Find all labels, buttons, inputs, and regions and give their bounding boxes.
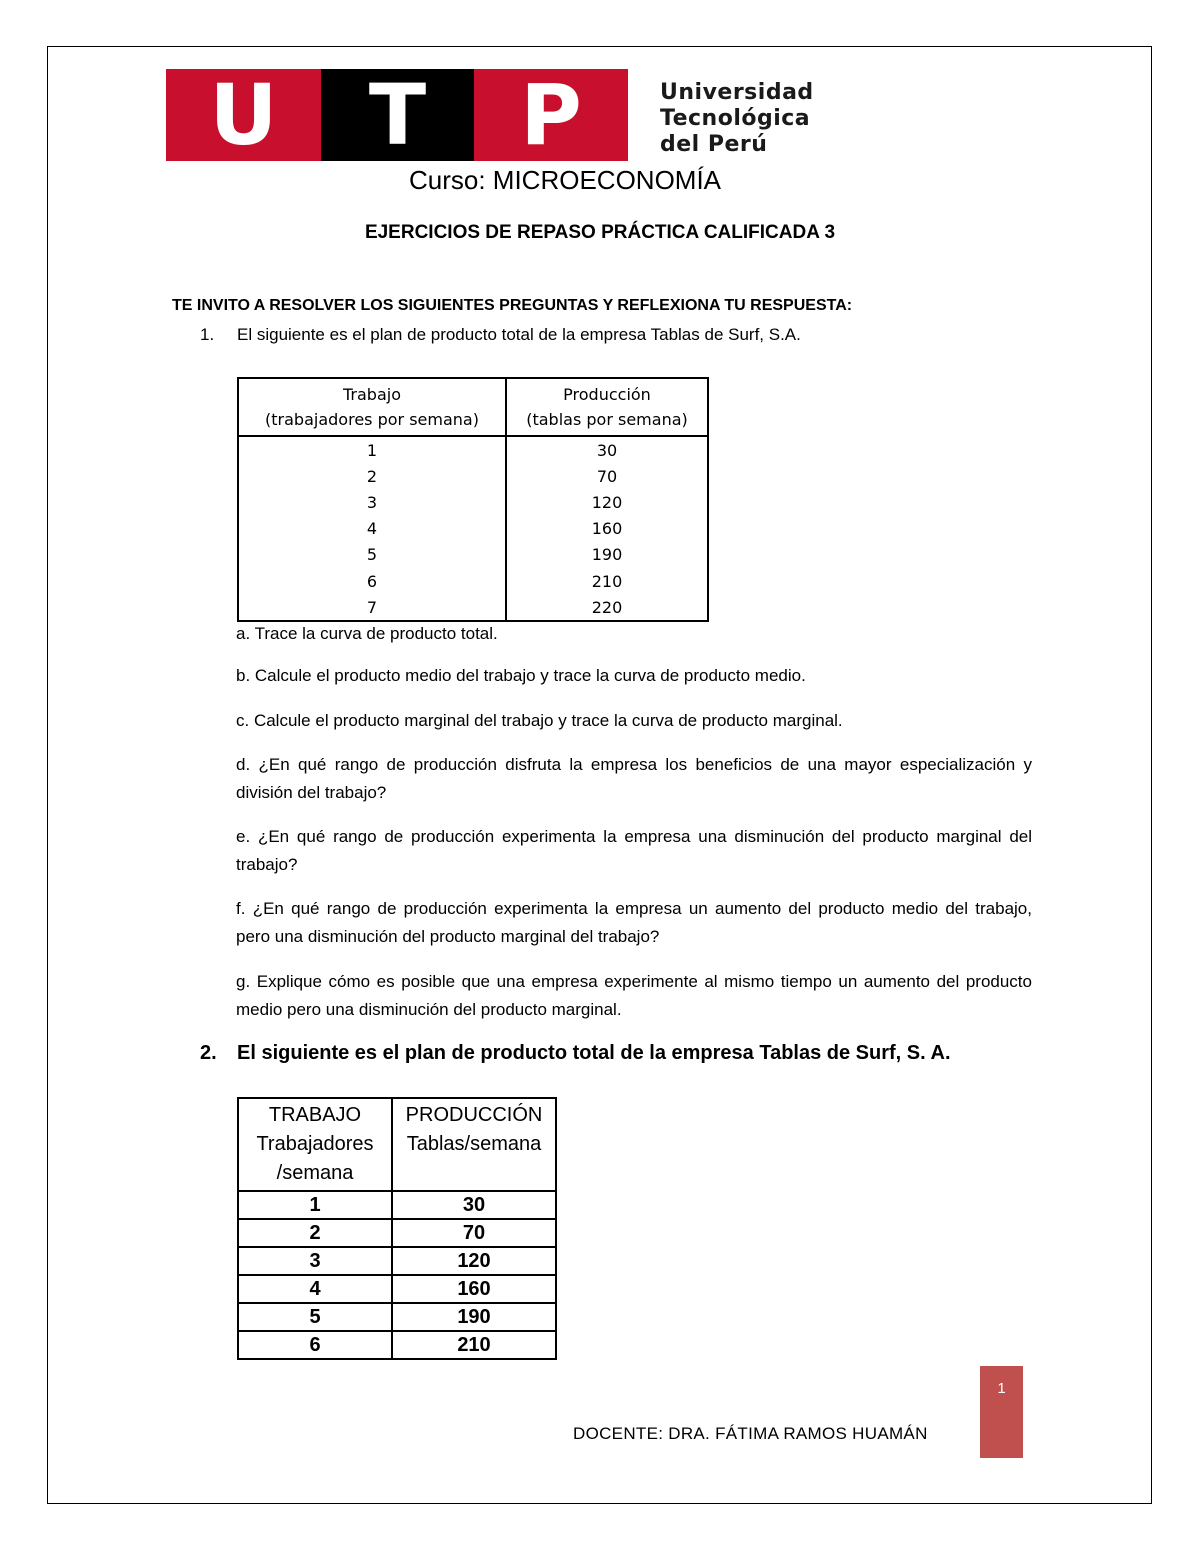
- header-line: Tablas/semana: [406, 1133, 542, 1155]
- item-a: a. Trace la curva de producto total.: [236, 624, 498, 643]
- header-line: (tablas por semana): [526, 410, 688, 429]
- item-g: g. Explique cómo es posible que una empresa experimente al mismo tiempo un aumento del producto medio pero una disminución del producto marginal.: [236, 972, 1032, 1019]
- question-2-number: 2.: [200, 1042, 217, 1064]
- table-row: [238, 1331, 556, 1359]
- item-d: d. ¿En qué rango de producción disfruta la empresa los beneficios de una mayor especialización y división del trabajo?: [236, 755, 1032, 802]
- header-trabajo: [238, 1098, 392, 1191]
- docente-footer: DOCENTE: DRA. FÁTIMA RAMOS HUAMÁN: [573, 1424, 928, 1443]
- university-name-line-1: Universidad: [660, 80, 814, 105]
- cell-produccion: 30: [392, 1191, 556, 1219]
- item-b: b. Calcule el producto medio del trabajo y trace la curva de producto medio.: [236, 666, 806, 685]
- cell-trabajo: 3: [238, 1247, 392, 1275]
- cell-trabajo: 4: [238, 516, 506, 542]
- table-row: [238, 436, 708, 463]
- header-line: Trabajadores: [256, 1133, 374, 1155]
- logo-letter-t: T: [321, 69, 474, 161]
- header-line: Producción: [563, 385, 651, 404]
- header-produccion: [392, 1098, 556, 1191]
- university-name: [660, 80, 814, 158]
- header-line: /semana: [276, 1162, 354, 1184]
- cell-produccion: 160: [392, 1275, 556, 1303]
- table-row: [238, 463, 708, 489]
- page-number-tab: [980, 1366, 1023, 1458]
- course-title: Curso: MICROECONOMÍA: [408, 165, 722, 195]
- production-table-2: [237, 1097, 557, 1360]
- utp-logo: [166, 66, 628, 164]
- cell-trabajo: 6: [238, 1331, 392, 1359]
- table-row: [238, 568, 708, 594]
- cell-produccion: 120: [506, 489, 708, 515]
- cell-produccion: 30: [506, 436, 708, 463]
- cell-trabajo: 7: [238, 594, 506, 621]
- header-line: PRODUCCIÓN: [405, 1104, 543, 1126]
- cell-produccion: 190: [506, 542, 708, 568]
- page-number: 1: [997, 1380, 1006, 1397]
- cell-produccion: 190: [392, 1303, 556, 1331]
- question-2-text: El siguiente es el plan de producto total de la empresa Tablas de Surf, S. A.: [237, 1042, 951, 1064]
- table-row: [238, 1191, 556, 1219]
- cell-trabajo: 2: [238, 1219, 392, 1247]
- university-name-line-2: Tecnológica: [660, 106, 811, 131]
- table-row: [238, 1303, 556, 1331]
- cell-produccion: 70: [506, 463, 708, 489]
- logo-letter-p: P: [474, 69, 628, 161]
- item-f: f. ¿En qué rango de producción experimenta la empresa un aumento del producto medio del trabajo, pero una disminución del producto marginal del trabajo?: [236, 899, 1032, 946]
- logo-letter-u: U: [166, 69, 321, 161]
- table-row: [238, 594, 708, 621]
- table-header-row: [238, 1098, 556, 1191]
- question-2: [200, 1042, 951, 1065]
- header-produccion: [506, 378, 708, 436]
- table-row: [238, 1247, 556, 1275]
- cell-produccion: 220: [506, 594, 708, 621]
- university-name-line-3: del Perú: [660, 132, 768, 157]
- cell-produccion: 210: [392, 1331, 556, 1359]
- cell-trabajo: 2: [238, 463, 506, 489]
- table-row: [238, 489, 708, 515]
- cell-trabajo: 5: [238, 1303, 392, 1331]
- production-table-1: [237, 377, 709, 622]
- document-subtitle: EJERCICIOS DE REPASO PRÁCTICA CALIFICADA 3: [364, 222, 836, 243]
- instructions: TE INVITO A RESOLVER LOS SIGUIENTES PREGUNTAS Y REFLEXIONA TU RESPUESTA:: [172, 297, 853, 314]
- cell-produccion: 210: [506, 568, 708, 594]
- cell-trabajo: 4: [238, 1275, 392, 1303]
- cell-produccion: 70: [392, 1219, 556, 1247]
- question-1-number: 1.: [200, 325, 215, 344]
- table-row: [238, 516, 708, 542]
- item-e: e. ¿En qué rango de producción experimenta la empresa una disminución del producto marginal del trabajo?: [236, 827, 1032, 874]
- table-header-row: [238, 378, 708, 436]
- question-1: [200, 325, 801, 345]
- item-c: c. Calcule el producto marginal del trabajo y trace la curva de producto marginal.: [236, 711, 843, 730]
- header-line: TRABAJO: [268, 1104, 362, 1126]
- header-trabajo: [238, 378, 506, 436]
- cell-produccion: 120: [392, 1247, 556, 1275]
- table-row: [238, 1219, 556, 1247]
- header-line: Trabajo: [343, 385, 401, 404]
- cell-trabajo: 1: [238, 436, 506, 463]
- cell-trabajo: 3: [238, 489, 506, 515]
- table-row: [238, 1275, 556, 1303]
- question-1-text: El siguiente es el plan de producto total de la empresa Tablas de Surf, S.A.: [237, 325, 801, 344]
- header-line: (trabajadores por semana): [265, 410, 479, 429]
- cell-trabajo: 5: [238, 542, 506, 568]
- table-row: [238, 542, 708, 568]
- cell-produccion: 160: [506, 516, 708, 542]
- cell-trabajo: 1: [238, 1191, 392, 1219]
- cell-trabajo: 6: [238, 568, 506, 594]
